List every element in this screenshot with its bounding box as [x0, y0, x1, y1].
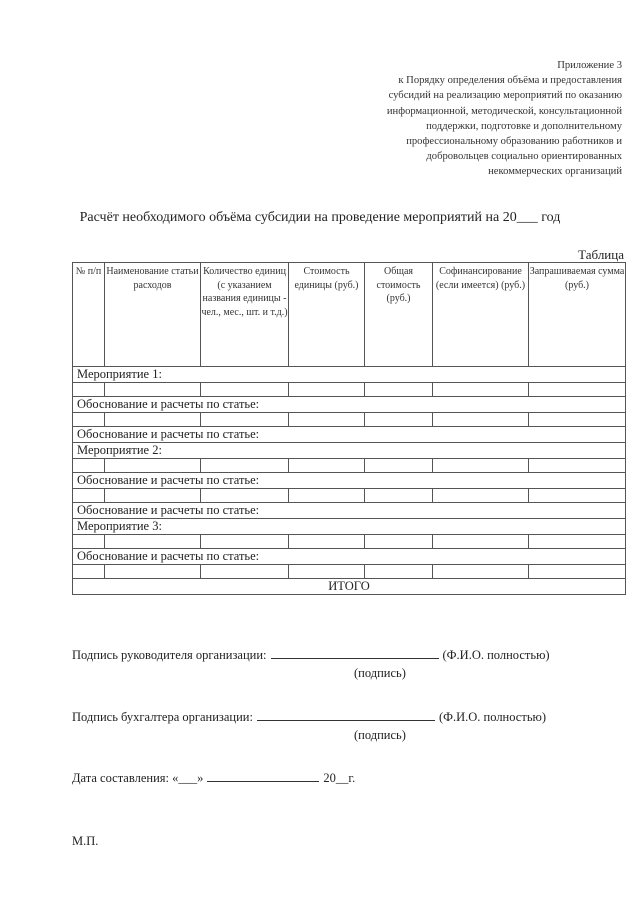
table-cell[interactable]	[433, 383, 529, 397]
accountant-fio-label: (Ф.И.О. полностью)	[438, 710, 547, 724]
document-title: Расчёт необходимого объёма субсидии на проведение мероприятий на 20___ год	[79, 210, 561, 225]
header-unit-cost: Стоимость единицы (руб.)	[289, 263, 365, 367]
table-cell[interactable]	[201, 413, 289, 427]
table-cell[interactable]	[201, 535, 289, 549]
appendix-line: к Порядку определения объёма и предоставления	[398, 75, 622, 87]
table-row	[73, 367, 626, 383]
justification-label: Обоснование и расчеты по статье:	[73, 473, 626, 489]
table-cell[interactable]	[529, 459, 626, 473]
table-cell[interactable]	[433, 413, 529, 427]
justification-label: Обоснование и расчеты по статье:	[73, 503, 626, 519]
appendix-header	[322, 58, 622, 180]
table-cell[interactable]	[365, 383, 433, 397]
table-cell[interactable]	[201, 489, 289, 503]
table-cell[interactable]	[73, 459, 105, 473]
head-signature-field[interactable]	[271, 658, 439, 659]
table-cell[interactable]	[433, 459, 529, 473]
table-row[interactable]	[73, 459, 626, 473]
table-cell[interactable]	[289, 459, 365, 473]
table-row	[73, 427, 626, 443]
table-row[interactable]	[73, 489, 626, 503]
table-cell[interactable]	[105, 535, 201, 549]
date-label: Дата составления: «___»	[72, 771, 204, 785]
header-requested-sum: Запрашиваемая сумма (руб.)	[529, 263, 626, 367]
accountant-signature-label: Подпись бухгалтера организации:	[72, 710, 253, 724]
calculation-table	[72, 262, 626, 595]
table-cell[interactable]	[105, 489, 201, 503]
date-line	[72, 771, 355, 786]
table-row	[73, 549, 626, 565]
header-cofinancing: Софинансирование (если имеется) (руб.)	[433, 263, 529, 367]
table-cell[interactable]	[365, 535, 433, 549]
table-cell[interactable]	[201, 565, 289, 579]
table-cell[interactable]	[365, 413, 433, 427]
table-cell[interactable]	[73, 413, 105, 427]
justification-label: Обоснование и расчеты по статье:	[73, 397, 626, 413]
table-row[interactable]	[73, 565, 626, 579]
appendix-line: Приложение 3	[557, 60, 622, 71]
table-cell[interactable]	[289, 565, 365, 579]
table-cell[interactable]	[529, 383, 626, 397]
appendix-line: профессиональному образованию работников и	[406, 136, 622, 148]
table-cell[interactable]	[73, 383, 105, 397]
table-cell[interactable]	[201, 459, 289, 473]
header-expense-item: Наименование статьи расходов	[105, 263, 201, 367]
table-cell[interactable]	[529, 489, 626, 503]
table-row	[73, 397, 626, 413]
appendix-line: некоммерческих организаций	[488, 166, 622, 178]
table-cell[interactable]	[201, 383, 289, 397]
head-signature-label: Подпись руководителя организации:	[72, 648, 267, 662]
table-header-row	[73, 263, 626, 367]
event-2-label: Мероприятие 2:	[73, 443, 626, 459]
table-cell[interactable]	[529, 535, 626, 549]
table-row	[73, 503, 626, 519]
table-cell[interactable]	[365, 459, 433, 473]
stamp-place: М.П.	[72, 834, 99, 848]
table-label: Таблица	[578, 247, 624, 262]
accountant-signature-line	[72, 710, 546, 725]
table-cell[interactable]	[365, 565, 433, 579]
header-number: № п/п	[73, 263, 105, 367]
justification-label: Обоснование и расчеты по статье:	[73, 549, 626, 565]
header-total-cost: Общая стоимость (руб.)	[365, 263, 433, 367]
table-cell[interactable]	[105, 459, 201, 473]
justification-label: Обоснование и расчеты по статье:	[73, 427, 626, 443]
table-cell[interactable]	[289, 413, 365, 427]
table-row	[73, 473, 626, 489]
appendix-line: добровольцев социально ориентированных	[426, 151, 622, 163]
table-cell[interactable]	[289, 489, 365, 503]
table-row[interactable]	[73, 535, 626, 549]
appendix-line: субсидий на реализацию мероприятий по оказанию	[388, 90, 622, 102]
date-month-field[interactable]	[207, 781, 319, 782]
table-cell[interactable]	[105, 565, 201, 579]
header-quantity: Количество единиц (с указанием названия единицы - чел., мес., шт. и т.д.)	[201, 263, 289, 367]
table-cell[interactable]	[105, 383, 201, 397]
table-cell[interactable]	[73, 489, 105, 503]
event-1-label: Мероприятие 1:	[73, 367, 626, 383]
table-row[interactable]	[73, 413, 626, 427]
table-cell[interactable]	[433, 535, 529, 549]
accountant-signature-field[interactable]	[257, 720, 435, 721]
table-cell[interactable]	[529, 565, 626, 579]
table-cell[interactable]	[365, 489, 433, 503]
total-row	[73, 579, 626, 595]
table-cell[interactable]	[289, 535, 365, 549]
head-signature-caption: (подпись)	[354, 666, 406, 680]
head-signature-line	[72, 648, 550, 663]
table-cell[interactable]	[433, 565, 529, 579]
appendix-line: информационной, методической, консультационной	[386, 105, 622, 117]
head-fio-label: (Ф.И.О. полностью)	[442, 648, 550, 662]
accountant-signature-caption: (подпись)	[354, 728, 406, 742]
table-cell[interactable]	[73, 565, 105, 579]
table-cell[interactable]	[529, 413, 626, 427]
table-cell[interactable]	[105, 413, 201, 427]
appendix-line: поддержки, подготовке и дополнительному	[426, 120, 622, 132]
total-label: ИТОГО	[73, 579, 626, 595]
table-cell[interactable]	[433, 489, 529, 503]
table-row[interactable]	[73, 383, 626, 397]
table-row	[73, 519, 626, 535]
table-row	[73, 443, 626, 459]
date-year: 20__г.	[323, 771, 356, 785]
event-3-label: Мероприятие 3:	[73, 519, 626, 535]
table-cell[interactable]	[289, 383, 365, 397]
table-cell[interactable]	[73, 535, 105, 549]
